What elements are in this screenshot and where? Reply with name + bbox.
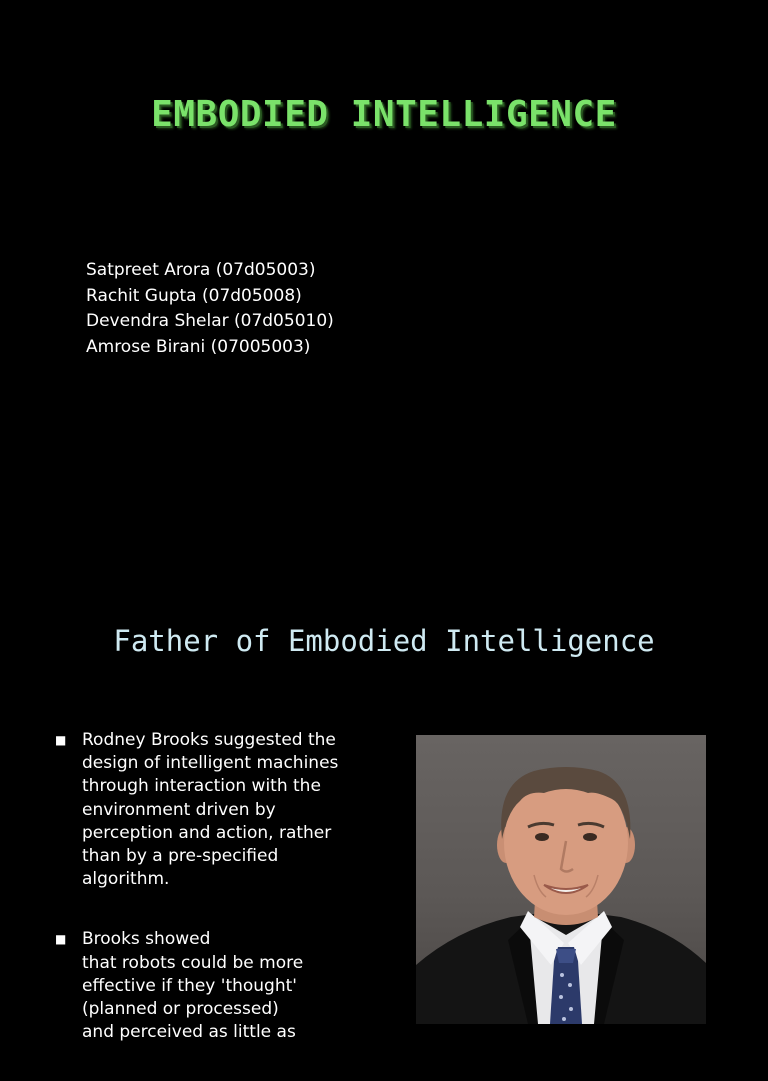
portrait-photo bbox=[416, 735, 706, 1024]
square-bullet-icon: ■ bbox=[55, 733, 67, 747]
author-list bbox=[86, 258, 334, 361]
bullet-item bbox=[55, 729, 375, 891]
author-item: Satpreet Arora (07d05003) bbox=[86, 260, 316, 280]
author-item: Amrose Birani (07005003) bbox=[86, 337, 311, 358]
author-item: Rachit Gupta (07d05008) bbox=[86, 285, 302, 306]
slide-1-title: EMBODIED INTELLIGENCE bbox=[151, 94, 617, 135]
square-bullet-icon: ■ bbox=[55, 932, 67, 947]
bullet-text: Rodney Brooks suggested the design of intelligent machines through interaction with the environment driven by perception and action, rather than by a pre-specified algorithm. bbox=[82, 730, 339, 890]
slide-2-title: Father of Embodied Intelligence bbox=[113, 624, 655, 658]
portrait-illustration bbox=[416, 735, 706, 1024]
bullet-list bbox=[55, 729, 375, 1081]
bullet-text: Brooks showed that robots could be more effective if they 'thought' (planned or processed) and perceived as little as bbox=[82, 929, 304, 1043]
bullet-item bbox=[55, 928, 375, 1044]
slide-2 bbox=[0, 576, 768, 1043]
author-item: Devendra Shelar (07d05010) bbox=[86, 311, 334, 332]
